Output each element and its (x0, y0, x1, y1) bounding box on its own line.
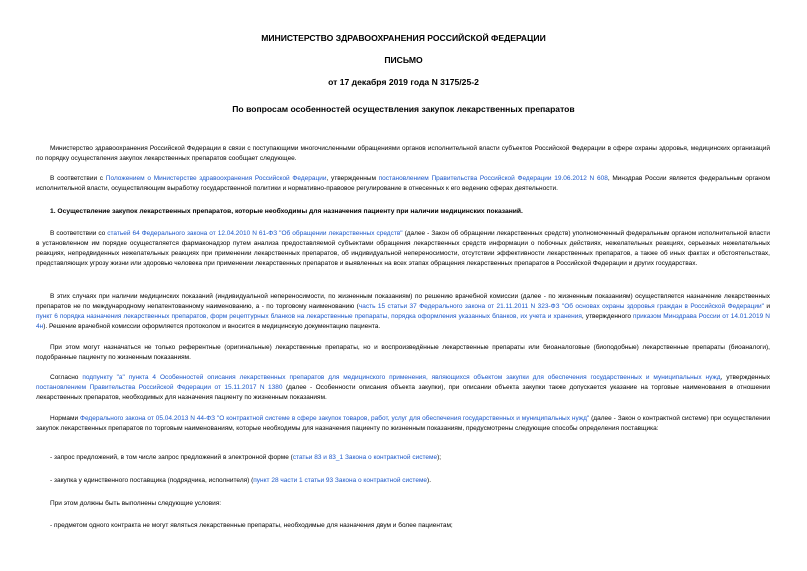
link-article-93[interactable]: пункт 28 части 1 статьи 93 Закона о контрактной системе (253, 477, 428, 484)
paragraph-text: ). Решение врачебной комиссии оформляется протоколом и вносится в медицинскую документацию пациента. (43, 323, 381, 331)
paragraph-text: При этом должны быть выполнены следующие условия: (50, 500, 222, 507)
section-heading-text: 1. Осуществление закупок лекарственных препаратов, которые необходимы для назначения пациенту при наличии медицинских показаний. (50, 208, 523, 215)
paragraph-regulation (36, 174, 770, 194)
paragraph-pharmacovigilance (36, 229, 770, 269)
document-subject: По вопросам особенностей осуществления закупок лекарственных препаратов (232, 104, 575, 114)
paragraph-text: В соответствии с (50, 175, 106, 182)
document-type: ПИСЬМО (384, 55, 423, 65)
paragraph-text: , утвержденных (720, 374, 770, 381)
list-item-single-patient (36, 521, 770, 531)
paragraph-text: - закупка у единственного поставщика (подрядчика, исполнителя) ( (50, 477, 254, 484)
link-subparagraph-a-item-4[interactable]: подпункту "а" пункта 4 Особенностей описания лекарственных препаратов для медицинского применения, являющихся объектом закупки для обеспечения государственных и муниципальных нужд (82, 374, 721, 381)
section-heading-1 (36, 207, 770, 217)
list-item-request-proposals (36, 453, 770, 463)
paragraph-text: - запрос предложений, в том числе запрос предложений в электронной форме ( (50, 454, 293, 461)
paragraph-text: Нормами (50, 415, 81, 422)
paragraph-text: и (763, 303, 770, 311)
paragraph-indications (36, 292, 770, 332)
paragraph-text: При этом могут назначаться не только референтные (оригинальные) лекарственные препараты, но и воспроизведённые лекарственные препараты или биоаналоговые (биоподобные) лекарственные препараты (биоаналоги), подобранные пациенту по жизненным показаниям. (36, 344, 770, 362)
paragraph-text: Министерство здравоохранения Российской Федерации в связи с поступающими многочисленными обращениями органов исполнительной власти субъектов Российской Федерации в сфере охраны здоровья, медицинских организаций по порядку осуществления закупок лекарственных препаратов сообщает следующее. (36, 145, 770, 163)
paragraph-description-features (36, 373, 770, 403)
paragraph-text: , утвержденным (326, 175, 379, 182)
link-law-61-fz[interactable]: статьей 64 Федерального закона от 12.04.2010 N 61-ФЗ "Об обращении лекарственных средств" (107, 230, 403, 237)
link-prescription-procedure[interactable]: пункт 6 порядка назначения лекарственных препаратов, форм рецептурных бланков на лекарственные препараты, порядка оформления указанных бланков, их учета и хранения (36, 313, 582, 321)
paragraph-text: В соответствии со (50, 230, 108, 237)
paragraph-text: В этих случаях при наличии медицинских показаний (индивидуальной непереносимости, по жизненным показаниям) по решению врачебной комиссии (далее - по жизненным показаниям) осуществляется назначение лекарственных препаратов не по международному непатентованному наименованию, а - по торговому наименованию ( (36, 293, 770, 311)
list-item-single-supplier (36, 476, 770, 486)
link-law-44-fz[interactable]: Федерального закона от 05.04.2013 N 44-ФЗ "О контрактной системе в сфере закупок товаров, работ, услуг для обеспечения государственных и муниципальных нужд" (80, 415, 590, 422)
paragraph-text: ); (437, 454, 442, 461)
paragraph-text: - предметом одного контракта не могут являться лекарственные препараты, необходимые для назначения двум и более пациентам; (50, 522, 453, 529)
link-government-decree-608[interactable]: постановлением Правительства Российской Федерации 19.06.2012 N 608 (378, 175, 608, 182)
paragraph-text: , Минздрав России является федеральным органом исполнительной власти, осуществляющим выработку государственной политики и нормативно-правовое регулирование в отнесенных к его ведению сферах деятельности. (36, 175, 770, 193)
paragraph-conditions (36, 499, 770, 509)
paragraph-text: (далее - Закон о контрактной системе) при осуществлении закупок лекарственных препаратов по торговым наименованиям, которые необходимы для назначения пациенту по жизненным показаниям, предусмотрены следующие способы определения поставщика: (36, 415, 770, 433)
paragraph-biosimilars (36, 343, 770, 363)
link-law-323-fz[interactable]: часть 15 статьи 37 Федерального закона от 21.11.2011 N 323-ФЗ "Об основах охраны здоровья граждан в Российской Федерации" (358, 303, 764, 311)
paragraph-text: (далее - Закон об обращении лекарственных средств) уполномоченный федеральным органом исполнительной власти в установленном им порядке осуществляется фармаконадзор путем анализа предоставляемой субъектами обращения лекарственных средств информации о побочных действиях, нежелательных реакциях, серьезных нежелательных реакциях, непредвиденных нежелательных реакциях при применении лекарственных препаратов, об индивидуальной непереносимости, отсутствии эффективности лекарственных препаратов, а также об иных фактах и обстоятельствах, представляющих угрозу жизни или здоровью человека при применении лекарственных препаратов и выявленных на всех этапах обращения лекарственных препаратов в Российской Федерации и других государствах. (36, 230, 770, 268)
paragraph-text: , утвержденного (581, 313, 633, 321)
paragraph-text: (далее - Особенности описания объекта закупки), при описании объекта закупки также допускается указание на торговые наименования в отношении лекарственных препаратов, необходимых для назначения пациенту по жизненным показаниям. (36, 384, 770, 402)
paragraph-text: ). (427, 477, 432, 484)
link-articles-83[interactable]: статьи 83 и 83_1 Закона о контрактной системе (292, 454, 438, 461)
paragraph-text: Согласно (50, 374, 83, 381)
link-government-decree-1380[interactable]: постановлением Правительства Российской Федерации от 15.11.2017 N 1380 (36, 384, 283, 392)
link-ministry-regulation[interactable]: Положением о Министерстве здравоохранения Российской Федерации (105, 175, 327, 182)
paragraph-intro (36, 144, 770, 164)
paragraph-contract-system (36, 414, 770, 434)
link-order-4n[interactable]: приказом Минздрава России от 14.01.2019 N 4н (36, 313, 770, 331)
document-date-number: от 17 декабря 2019 года N 3175/25-2 (328, 77, 479, 87)
ministry-heading: МИНИСТЕРСТВО ЗДРАВООХРАНЕНИЯ РОССИЙСКОЙ ФЕДЕРАЦИИ (261, 33, 546, 43)
